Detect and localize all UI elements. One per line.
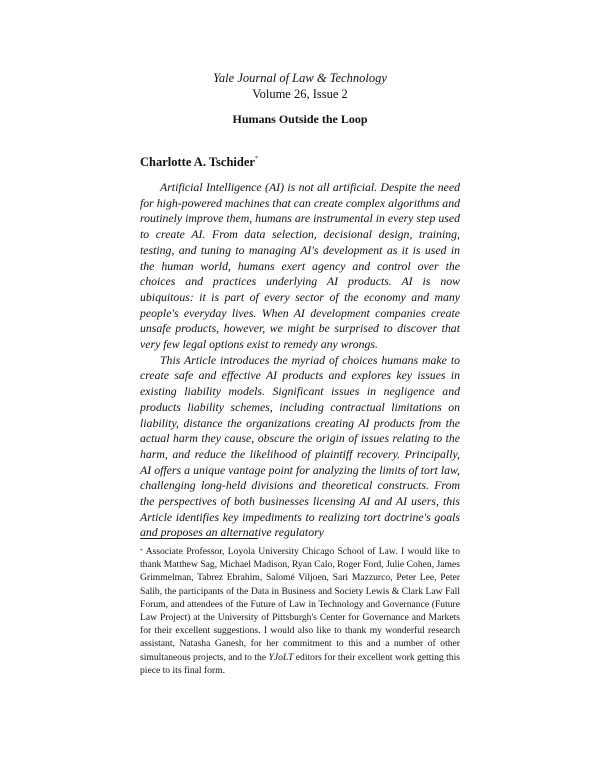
abstract-paragraph-1: Artificial Intelligence (AI) is not all artificial. Despite the need for high-powered machines that can create complex algorithms and routinely improve them, humans are instrumental in every step used to create AI. From data selection, decisional design, training, testing, and tuning to managing AI's development as it is used in the human world, humans exert agency and control over the choices and practices underlying AI products. AI is now ubiquitous: it is part of every sector of the economy and many people's everyday lives. When AI development companies create unsafe products, however, we might be surprised to discover that very few legal options exist to remedy any wrongs. [140, 180, 460, 352]
footnote [140, 545, 460, 677]
abstract-paragraph-2: This Article introduces the myriad of choices humans make to create safe and effective AI products and explores key issues in existing liability models. Significant issues in negligence and products liability schemes, including contractual limitations on liability, distance the organizations creating AI products from the actual harm they cause, obscure the origin of issues relating to the harm, and reduce the likelihood of plaintiff recovery. Principally, AI offers a unique vantage point for analyzing the limits of tort law, challenging long-held divisions and theoretical constructs. From the perspectives of both businesses licensing AI and AI users, this Article identifies key impediments to realizing tort doctrine's goals and proposes an alternative regulatory [140, 352, 460, 540]
author-name-text: Charlotte A. Tschider [140, 155, 255, 169]
footnote-journal-abbrev: YJoLT [268, 651, 294, 663]
article-title: Humans Outside the Loop [232, 112, 368, 126]
footnote-mark: * [140, 548, 143, 554]
author-footnote-mark[interactable]: * [254, 156, 258, 162]
journal-name: Yale Journal of Law & Technology [213, 71, 387, 85]
footnote-text-start: Associate Professor, Loyola University Chicago School of Law. I would like to thank Matthew Sag, Michael Madison, Ryan Calo, Roger Ford, Julie Cohen, James Grimmelman, Tabrez Ebrahim, Salomé Viljoen, Sari Mazzurco, Peter Lee, Peter Salib, the participants of the Data in Business and Society Lewis & Clark Law Fall Forum, and attendees of the Future of Law in Technology and Governance (Future Law Project) at the University of Pittsburgh's Center for Governance and Markets for their excellent suggestions. I would also like to thank my wonderful research assistant, Natasha Ganesh, for her commitment to this and a number of other simultaneous projects, and to the [140, 546, 460, 663]
author-name [140, 155, 258, 170]
footnote-text-end: editors for their excellent work getting this piece to its final form. [140, 651, 460, 676]
abstract [140, 180, 460, 541]
journal-volume: Volume 26, Issue 2 [252, 87, 348, 101]
footnote-divider [140, 538, 258, 539]
